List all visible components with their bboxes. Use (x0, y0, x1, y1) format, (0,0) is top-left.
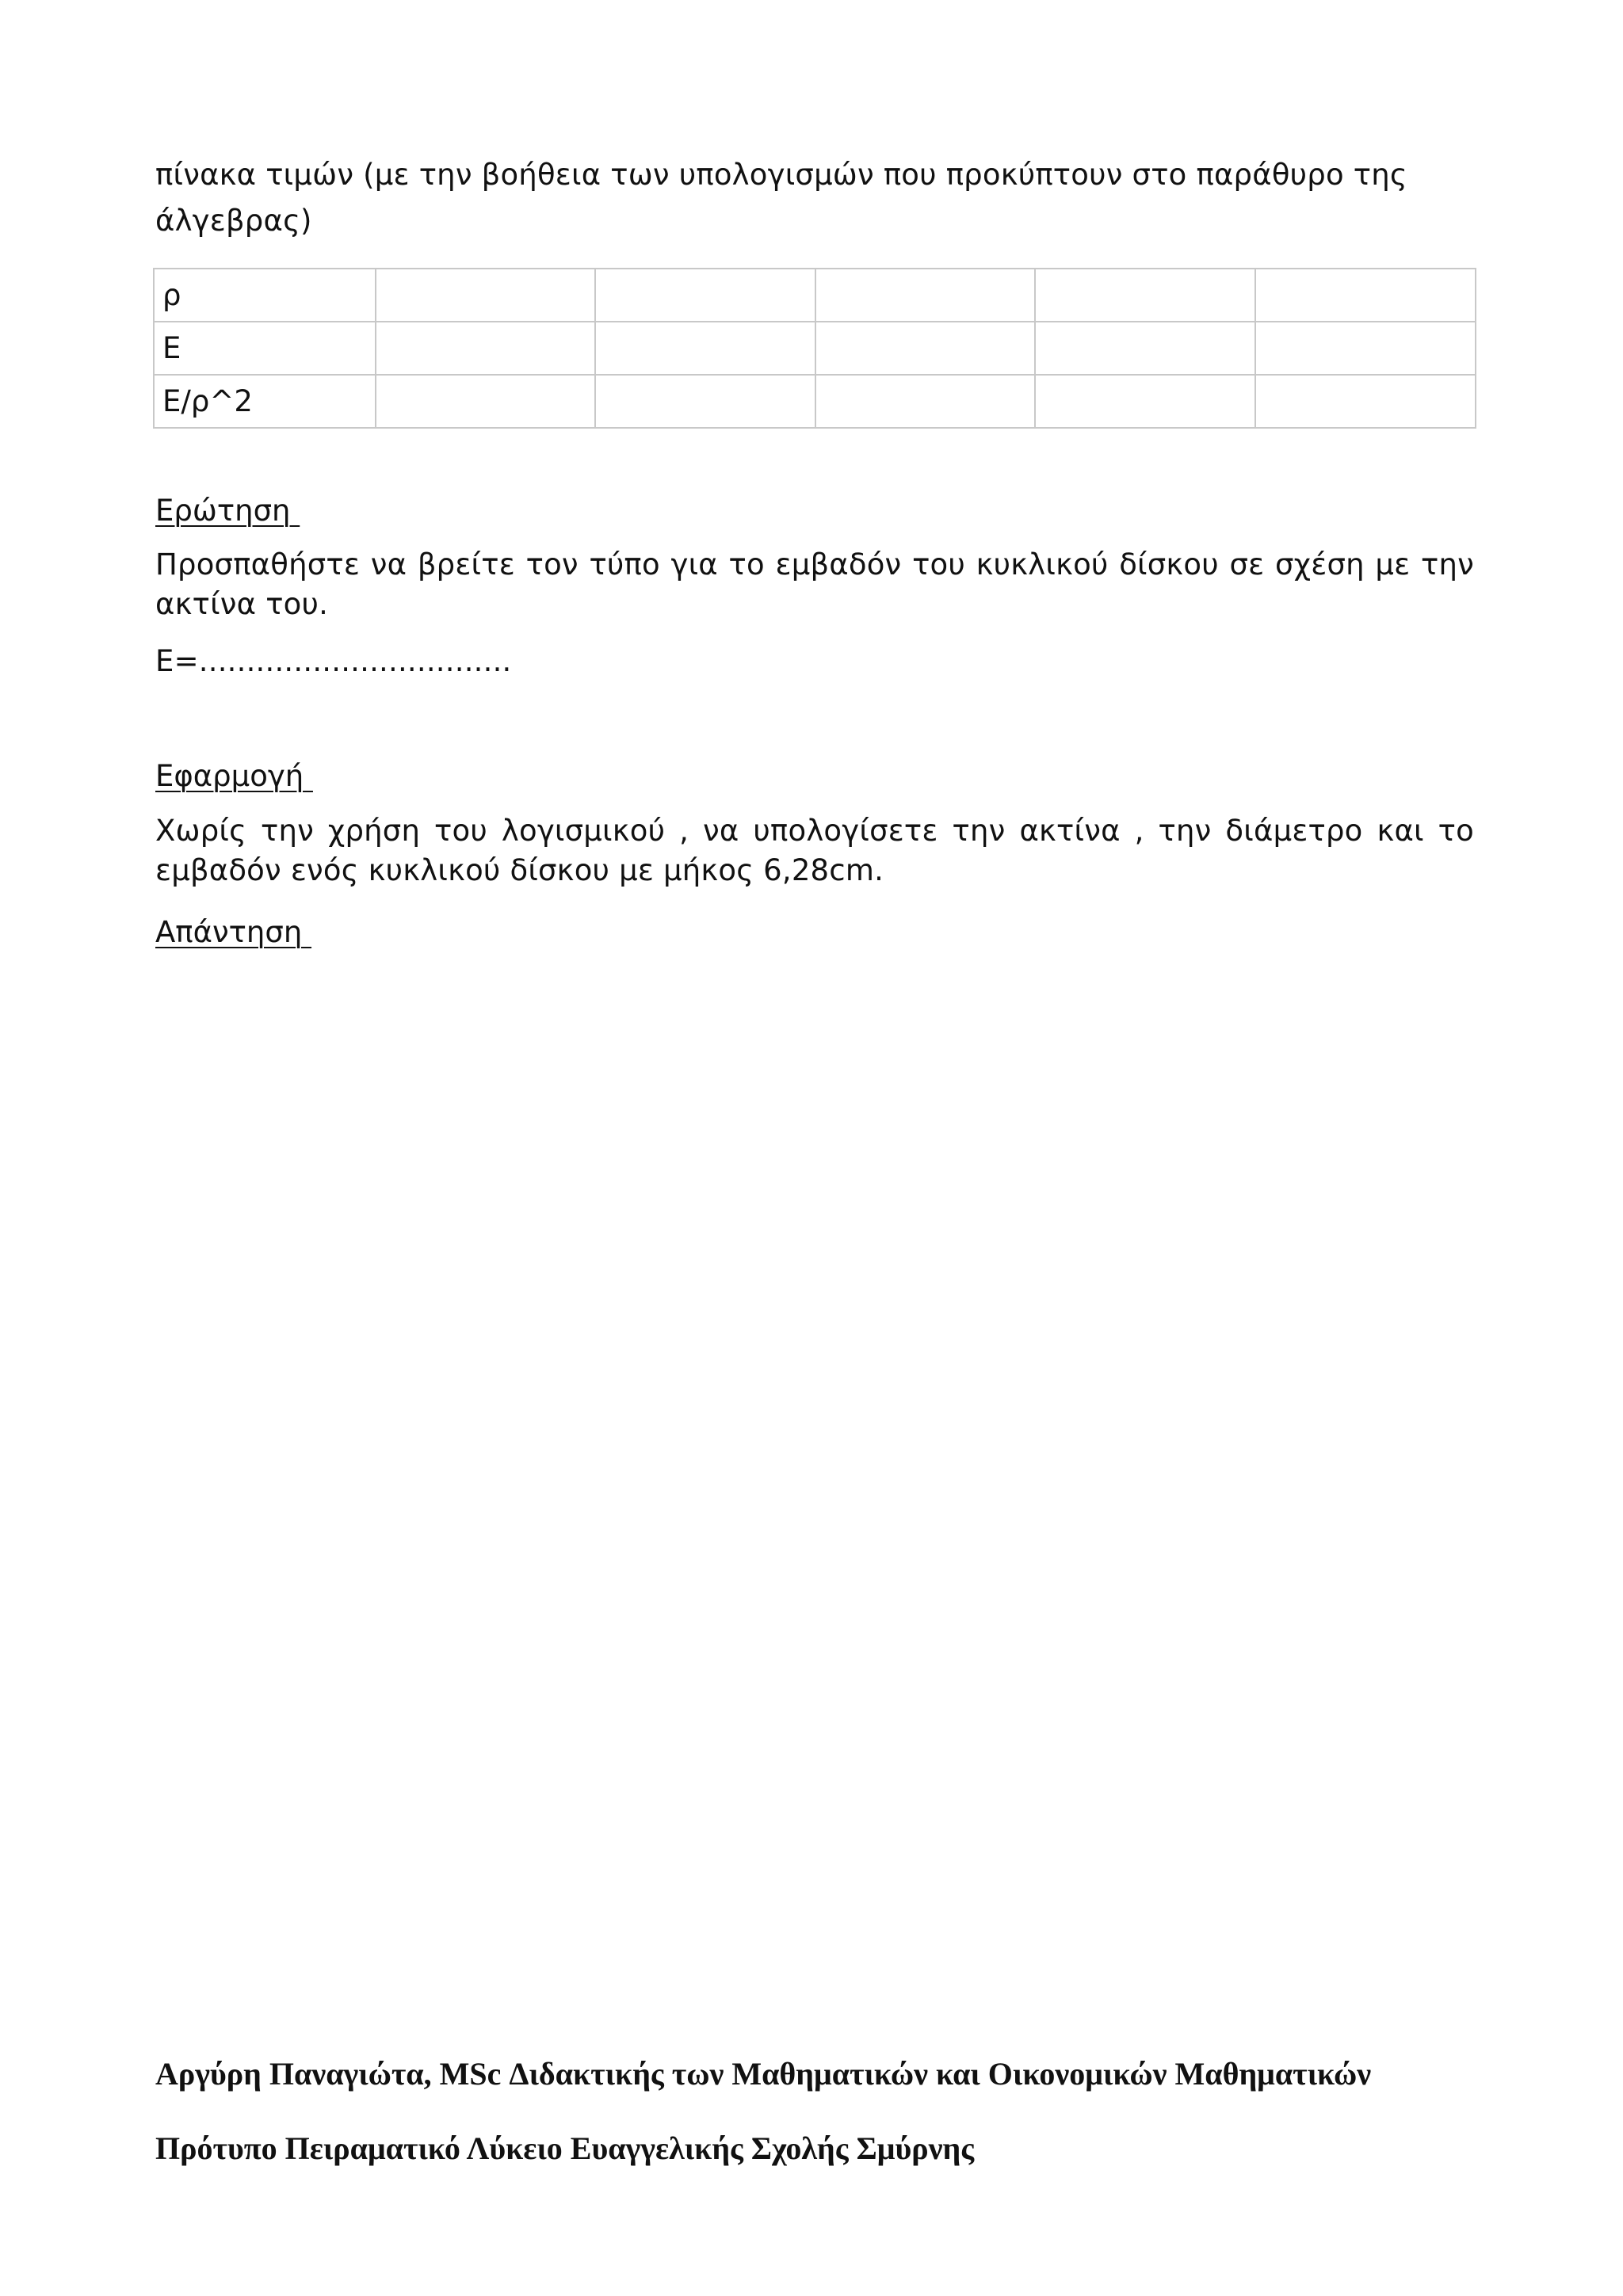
table-cell[interactable] (815, 269, 1035, 322)
table-cell[interactable] (376, 322, 595, 375)
application-text: Χωρίς την χρήση του λογισμικού , να υπολογίσετε την ακτίνα , την διάμετρο και το εμβαδόν ενός κυκλικού δίσκου με μήκος 6,28cm. (155, 814, 1474, 887)
table-cell[interactable] (1035, 322, 1255, 375)
table-row (154, 322, 1476, 375)
table-cell[interactable] (1255, 375, 1476, 428)
table-cell[interactable] (376, 375, 595, 428)
intro-line-2: άλγεβρας) (155, 204, 312, 238)
table-cell[interactable] (1255, 322, 1476, 375)
row-label-ratio: Ε/ρ^2 (154, 375, 376, 428)
intro-line-1: πίνακα τιμών (με την βοήθεια των υπολογισμών που προκύπτουν στο παράθυρο της (155, 158, 1407, 192)
table-cell[interactable] (595, 269, 815, 322)
table-cell[interactable] (1035, 375, 1255, 428)
table-cell[interactable] (815, 322, 1035, 375)
table-row (154, 269, 1476, 322)
intro-paragraph (155, 152, 1474, 244)
table-cell[interactable] (1255, 269, 1476, 322)
table-cell[interactable] (595, 375, 815, 428)
footer-school: Πρότυπο Πειραματικό Λύκειο Ευαγγελικής Σχολής Σμύρνης (155, 2130, 975, 2166)
table-cell[interactable] (815, 375, 1035, 428)
table-cell[interactable] (376, 269, 595, 322)
question-text: Προσπαθήστε να βρείτε τον τύπο για το εμβαδόν του κυκλικού δίσκου σε σχέση με την ακτίνα του. (155, 547, 1474, 621)
area-formula-blank: Ε=................................. (155, 644, 512, 678)
values-table (153, 268, 1476, 429)
application-heading: Εφαρμογή (155, 759, 313, 793)
answer-heading: Απάντηση (155, 915, 312, 949)
question-heading: Ερώτηση (155, 494, 300, 528)
row-label-area: Ε (154, 322, 376, 375)
row-label-radius: ρ (154, 269, 376, 322)
table-cell[interactable] (595, 322, 815, 375)
table-row (154, 375, 1476, 428)
footer-author: Αργύρη Παναγιώτα, MSc Διδακτικής των Μαθηματικών και Οικονομικών Μαθηματικών (155, 2056, 1372, 2092)
table-cell[interactable] (1035, 269, 1255, 322)
